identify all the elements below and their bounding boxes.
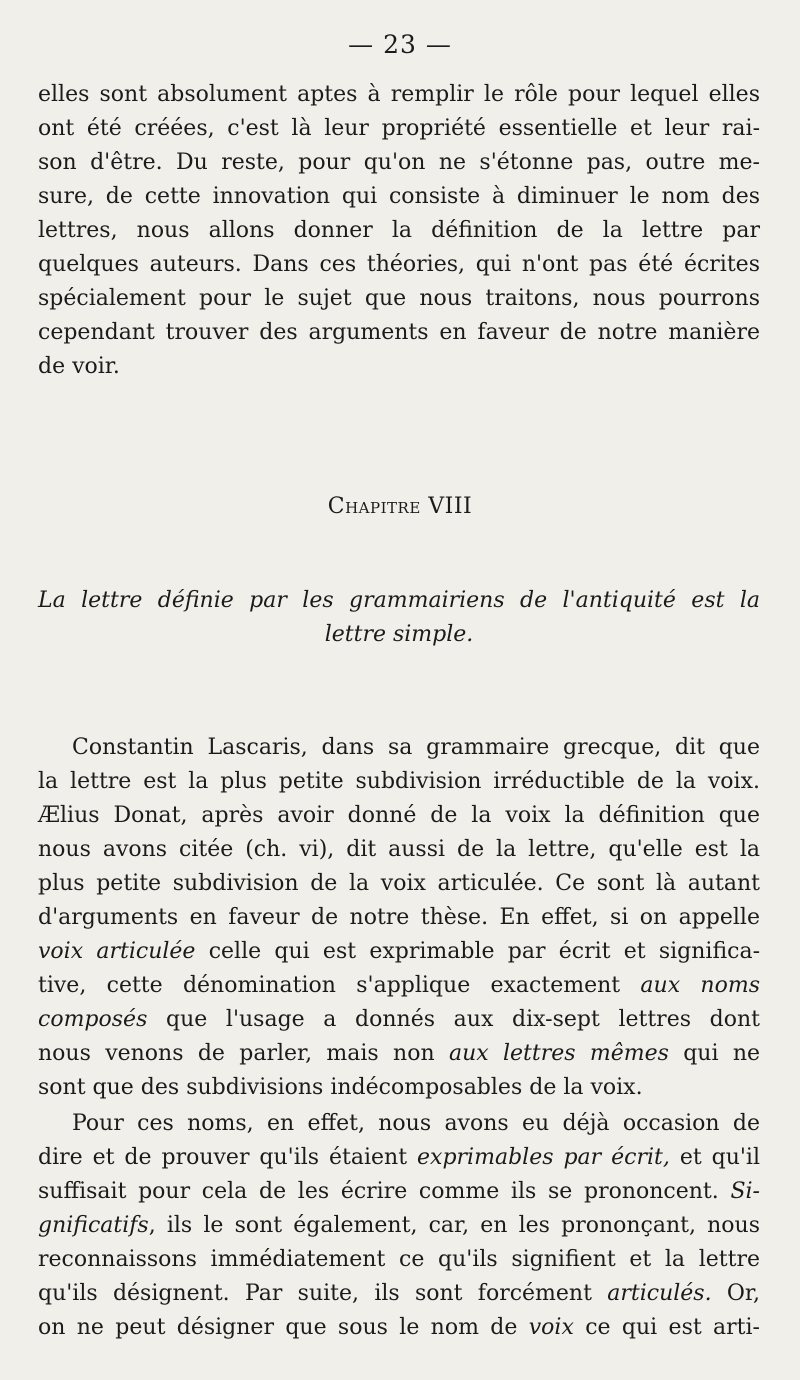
text-line: la lettre est la plus petite subdivision irréductible de la voix.	[38, 769, 760, 794]
text-line: Ælius Donat, après avoir donné de la voix la définition que	[38, 803, 760, 828]
text-line: composés que l'usage a donnés aux dix-sept lettres dont	[38, 1007, 760, 1032]
text-line: qu'ils désignent. Par suite, ils sont forcément articulés. Or,	[38, 1281, 760, 1306]
text-line: elles sont absolument aptes à remplir le rôle pour lequel elles	[38, 82, 760, 107]
text-line: dire et de prouver qu'ils étaient exprimables par écrit, et qu'il	[38, 1145, 760, 1170]
text-line: reconnaissons immédiatement ce qu'ils signifient et la lettre	[38, 1247, 760, 1272]
chapter-title: La lettre définie par les grammairiens de l'antiquité est la	[38, 588, 760, 613]
text-line: lettres, nous allons donner la définition de la lettre par	[38, 218, 760, 243]
chapter-title-cont: lettre simple.	[324, 622, 474, 647]
text-line: spécialement pour le sujet que nous traitons, nous pourrons	[38, 286, 760, 311]
page-number: — 23 —	[348, 30, 452, 59]
text-line: Pour ces noms, en effet, nous avons eu déjà occasion de	[72, 1111, 760, 1136]
text-line: gnificatifs, ils le sont également, car, en les prononçant, nous	[38, 1213, 760, 1238]
text-line: voix articulée celle qui est exprimable par écrit et significa-	[38, 939, 761, 964]
text-line: quelques auteurs. Dans ces théories, qui n'ont pas été écrites	[38, 252, 760, 277]
text-line: nous venons de parler, mais non aux lettres mêmes qui ne	[38, 1041, 761, 1066]
text-line: cependant trouver des arguments en faveur de notre manière	[38, 320, 760, 345]
text-line: Constantin Lascaris, dans sa grammaire grecque, dit que	[72, 735, 760, 760]
text-line: sure, de cette innovation qui consiste à diminuer le nom des	[38, 184, 760, 209]
text-line: plus petite subdivision de la voix articulée. Ce sont là autant	[38, 871, 760, 896]
text-line: nous avons citée (ch. vi), dit aussi de la lettre, qu'elle est la	[38, 837, 760, 862]
text-line: de voir.	[38, 354, 120, 379]
text-line: d'arguments en faveur de notre thèse. En effet, si on appelle	[38, 905, 760, 930]
text-line: son d'être. Du reste, pour qu'on ne s'étonne pas, outre me-	[38, 150, 760, 175]
chapter-heading: Chapitre VIII	[327, 494, 473, 519]
text-line: tive, cette dénomination s'applique exactement aux noms	[38, 973, 760, 998]
text-line: ont été créées, c'est là leur propriété essentielle et leur rai-	[38, 116, 760, 141]
text-line: sont que des subdivisions indécomposables de la voix.	[38, 1075, 643, 1100]
text-line: on ne peut désigner que sous le nom de voix ce qui est arti-	[38, 1315, 760, 1340]
text-line: suffisait pour cela de les écrire comme ils se prononcent. Si-	[38, 1179, 760, 1204]
